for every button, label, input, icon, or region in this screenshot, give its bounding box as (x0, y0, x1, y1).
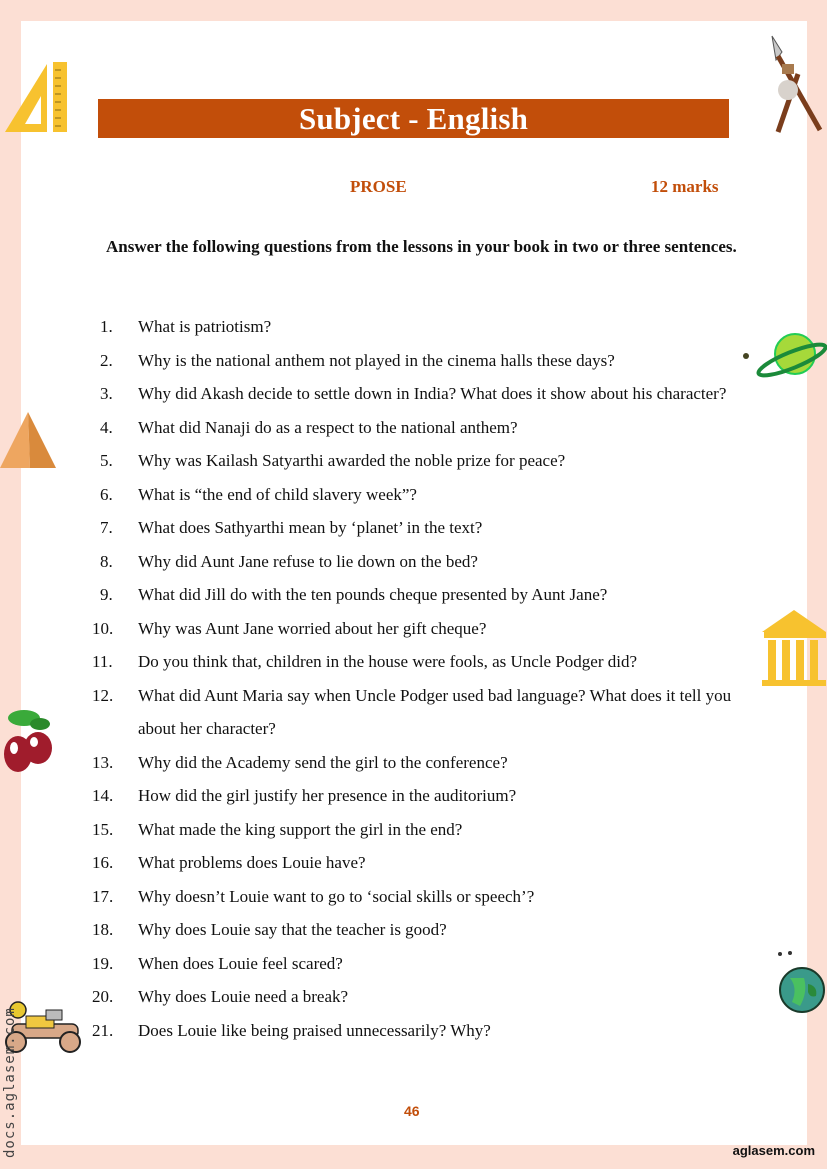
page-title: Subject - English (298, 101, 529, 136)
globe-icon (778, 948, 827, 1018)
question-text: What is “the end of child slavery week”? (138, 484, 417, 504)
question-text: Why did Akash decide to settle down in India? What does it show about his character? (138, 384, 727, 403)
question-text: Why does Louie say that the teacher is good? (138, 920, 447, 939)
question-text: Why does Louie need a break? (138, 987, 349, 1006)
question-number: 3. (100, 384, 113, 403)
question-item (92, 511, 742, 545)
section-label: PROSE (350, 177, 407, 196)
question-number: 14. (92, 786, 114, 805)
question-text: Why was Aunt Jane worried about her gift cheque? (138, 618, 487, 638)
question-text: What does Sathyarthi mean by ‘planet’ in the text? (138, 518, 483, 537)
question-item (92, 578, 742, 612)
marks-label: 12 marks (651, 177, 719, 196)
page-number: 46 (404, 1103, 420, 1119)
instructions: Answer the following questions from the lessons in your book in two or three sentences. (106, 237, 737, 256)
question-text: What is patriotism? (138, 317, 272, 336)
question-text: What did Nanaji do as a respect to the national anthem? (138, 417, 518, 437)
question-list (92, 310, 742, 1047)
shovel-tools-icon (768, 34, 824, 134)
question-number: 11. (92, 652, 113, 671)
question-text: Do you think that, children in the house were fools, as Uncle Podger did? (138, 652, 638, 671)
question-item (92, 645, 742, 679)
pyramid-icon (0, 410, 58, 470)
question-text: Why did the Academy send the girl to the conference? (138, 752, 508, 772)
question-item (92, 444, 742, 478)
question-item (92, 411, 742, 445)
question-number: 15. (92, 819, 114, 839)
question-text: Why was Kailash Satyarthi awarded the noble prize for peace? (138, 451, 566, 470)
question-number: 18. (92, 920, 114, 939)
question-number: 6. (100, 484, 113, 504)
question-number: 21. (92, 1020, 114, 1040)
question-text: Why doesn’t Louie want to go to ‘social skills or speech’? (138, 886, 535, 906)
question-item (92, 813, 742, 847)
question-number: 13. (92, 752, 114, 772)
question-item (92, 478, 742, 512)
question-number: 16. (92, 853, 114, 872)
question-number: 19. (92, 953, 114, 973)
question-text: Does Louie like being praised unnecessarily? Why? (138, 1020, 491, 1040)
question-number: 2. (100, 350, 113, 370)
question-item (92, 880, 742, 914)
question-item (92, 947, 742, 981)
question-item (92, 377, 742, 411)
question-number: 4. (100, 417, 113, 437)
question-item (92, 1014, 742, 1048)
question-number: 9. (100, 585, 113, 604)
question-item (92, 746, 742, 780)
footer-brand: aglasem.com (732, 1143, 815, 1158)
question-number: 12. (92, 685, 114, 705)
cherries-icon (2, 706, 58, 778)
question-item (92, 612, 742, 646)
question-item (92, 913, 742, 947)
question-number: 10. (92, 618, 114, 638)
question-number: 5. (100, 451, 113, 470)
side-watermark: docs.aglasem.com (2, 1007, 18, 1158)
subject-banner (98, 99, 729, 138)
question-number: 17. (92, 886, 114, 906)
question-number: 8. (100, 551, 113, 571)
question-text: How did the girl justify her presence in the auditorium? (138, 786, 517, 805)
planet-saturn-icon (740, 330, 827, 386)
question-item (92, 344, 742, 378)
question-number: 20. (92, 987, 114, 1006)
question-item (92, 679, 742, 746)
question-item (92, 310, 742, 344)
question-text: What did Jill do with the ten pounds cheque presented by Aunt Jane? (138, 585, 608, 604)
question-text: Why is the national anthem not played in the cinema halls these days? (138, 350, 615, 370)
question-item (92, 980, 742, 1014)
question-item (92, 846, 742, 880)
question-item (92, 545, 742, 579)
question-text: What did Aunt Maria say when Uncle Podger used bad language? What does it tell you about her character? (138, 685, 732, 738)
question-text: What made the king support the girl in the end? (138, 819, 463, 839)
question-text: Why did Aunt Jane refuse to lie down on the bed? (138, 551, 478, 571)
question-number: 7. (100, 518, 113, 537)
question-text: When does Louie feel scared? (138, 953, 343, 973)
temple-columns-icon (760, 608, 827, 688)
question-number: 1. (100, 317, 113, 336)
question-text: What problems does Louie have? (138, 853, 366, 872)
ruler-icon (3, 60, 69, 134)
question-item (92, 779, 742, 813)
